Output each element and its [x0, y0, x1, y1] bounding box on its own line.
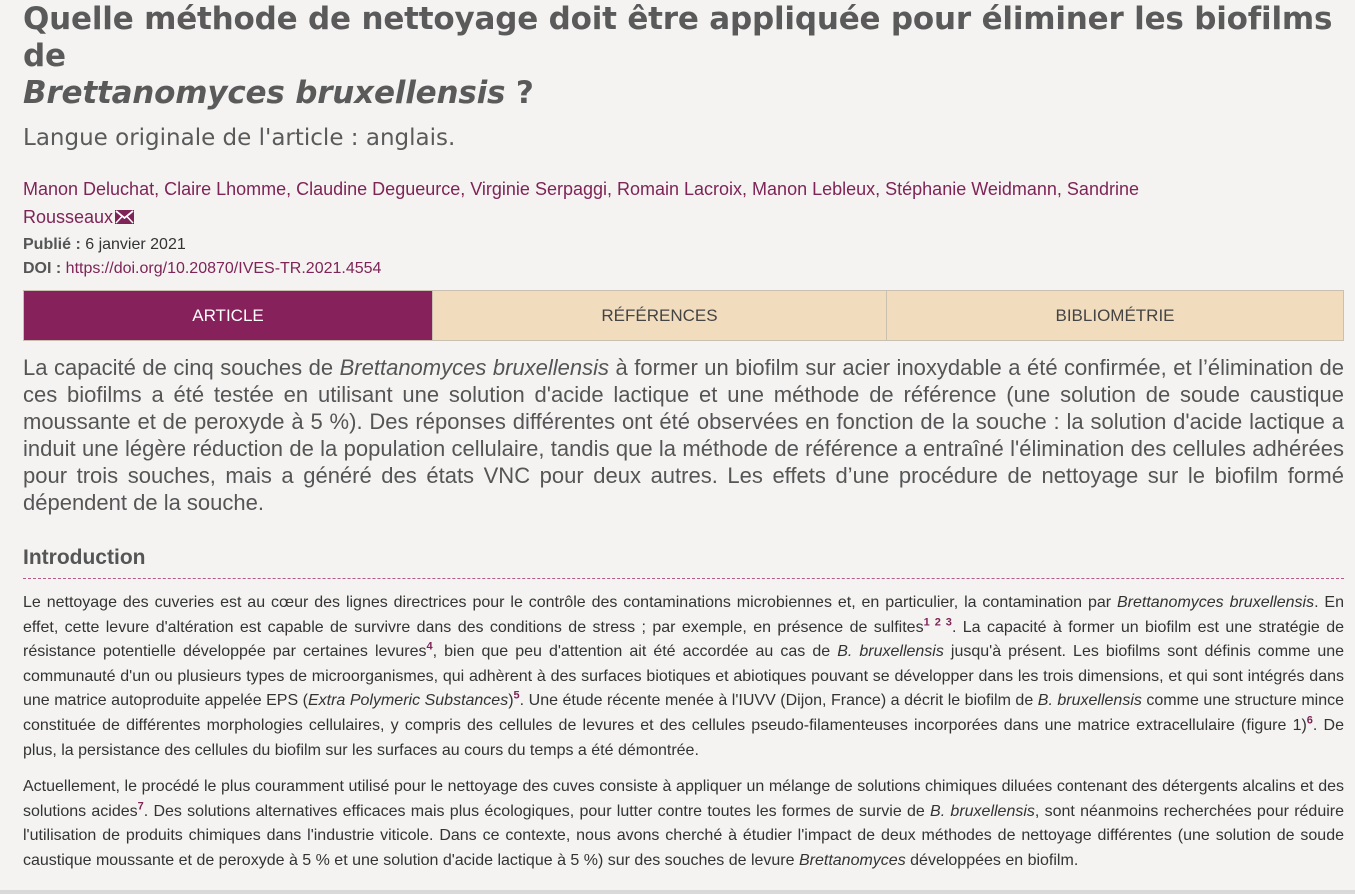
article-page — [23, 0, 1344, 874]
tab-article[interactable]: ARTICLE — [24, 291, 432, 340]
doi-label: DOI : — [23, 260, 62, 277]
published-label: Publié : — [23, 236, 81, 253]
introduction-paragraph-2: Actuellement, le procédé le plus couramment utilisé pour le nettoyage des cuves consiste à appliquer un mélange de solutions chimiques diluées contenant des détergents alcalins et des solutions acides$^7$. Des solutions alternatives efficaces mais plus écologiques, pour lutter contre toutes les formes de survie de B. bruxellensis, sont néanmoins recherchées pour réduire l'utilisation de produits chimiques dans l'industrie viticole. Dans ce contexte, nous avons cherché à étudier l'impact de deux méthodes de nettoyage différentes (une solution de soude caustique moussante et de peroxyde à 5 % et une solution d'acide lactique à 5 %) sur des souches de levure Brettanomyces développées en biofilm. — [23, 778, 1345, 869]
reference-link[interactable]: 5 — [513, 690, 520, 703]
envelope-icon[interactable] — [115, 210, 134, 224]
introduction-heading: Introduction — [23, 546, 1344, 579]
article-title — [23, 1, 1344, 112]
tab-references[interactable]: RÉFÉRENCES — [432, 291, 886, 340]
introduction-paragraph-1: Le nettoyage des cuveries est au cœur des lignes directrices pour le contrôle des contaminations microbiennes et, en particulier, la contamination par Brettanomyces bruxellensis. En effet, cette levure d'altération est capable de survivre dans des conditions de stress ; par exemple, en présence de sulfites$^{1 2 3}$. La capacité à former un biofilm est une stratégie de résistance potentielle développée par certaines levures$^4$, bien que peu d'attention ait été accordée au cas de B. bruxellensis jusqu'à présent. Les biofilms sont définis comme une communauté d'un ou plusieurs types de microorganismes, qui adhèrent à des surfaces biotiques et abiotiques pouvant se développer dans les trois dimensions, et qui sont intégrés dans une matrice autoproduite appelée EPS (Extra Polymeric Substances)$^5$. Une étude récente menée à l'IUVV (Dijon, France) a décrit le biofilm de B. bruxellensis comme une structure mince constituée de différentes morphologies cellulaires, y compris des cellules de levures et des cellules pseudo-filamenteuses incorporées dans une matrice extracellulaire (figure 1)$^6$. De plus, la persistance des cellules du biofilm sur les surfaces au cours du temps a été démontrée. — [23, 594, 1345, 759]
title-text: Quelle méthode de nettoyage doit être appliquée pour éliminer les biofilms de — [23, 1, 1333, 74]
tab-bibliometrics[interactable]: BIBLIOMÉTRIE — [886, 291, 1343, 340]
corresponding-author-link[interactable]: Rousseaux — [23, 207, 114, 227]
publication-date — [23, 233, 1344, 257]
authors-list — [23, 175, 1344, 231]
published-date: 6 janvier 2021 — [80, 236, 186, 253]
original-language-note: Langue originale de l'article : anglais. — [23, 125, 456, 151]
reference-link[interactable]: 4 — [426, 640, 433, 653]
doi-link[interactable]: https://doi.org/10.20870/IVES-TR.2021.4554 — [65, 260, 382, 277]
article-tabs — [23, 290, 1344, 341]
abstract: La capacité de cinq souches de Brettanomyces bruxellensis à former un biofilm sur acier inoxydable a été confirmée, et l’élimination de ces biofilms a été testée en utilisant une solution d'acide lactique et une méthode de référence (une solution de soude caustique moussante et de peroxyde à 5 %). Des réponses différentes ont été observées en fonction de la souche : la solution d'acide lactique a induit une légère réduction de la population cellulaire, tandis que la méthode de référence a entraîné l'élimination des cellules adhérées pour trois souches, mais a généré des états VNC pour deux autres. Les effets d’une procédure de nettoyage sur le biofilm formé dépendent de la souche. — [23, 355, 1344, 515]
reference-link[interactable]: 1 2 3 — [923, 616, 952, 629]
horizontal-scrollbar[interactable] — [0, 890, 1355, 894]
title-italic: Brettanomyces bruxellensis — [23, 75, 506, 111]
title-end: ? — [505, 75, 534, 111]
authors-link[interactable]: Manon Deluchat, Claire Lhomme, Claudine Degueurce, Virginie Serpaggi, Romain Lacroix, Manon Lebleux, Stéphanie Weidmann, Sandrine — [23, 179, 1139, 199]
reference-link[interactable]: 7 — [137, 800, 144, 813]
reference-link[interactable]: 6 — [1306, 714, 1313, 727]
doi-row — [23, 257, 1344, 281]
